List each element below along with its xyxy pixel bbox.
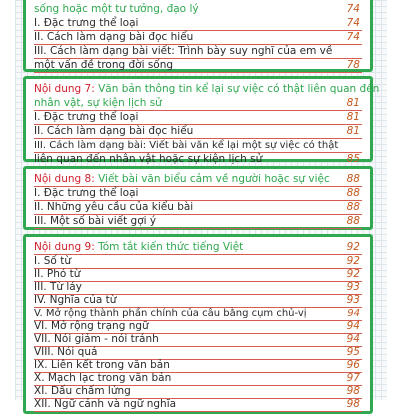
toc-item: II. Những yêu cầu của kiểu bài 88 <box>34 201 360 213</box>
toc-item: II. Cách làm dạng bài đọc hiểu 81 <box>34 125 360 137</box>
section-heading: Nội dung 8: Viết bài văn biểu cảm về người hoặc sự việc 88 <box>34 173 360 185</box>
toc-item: II. Phó từ 92 <box>34 268 360 280</box>
toc-item: I. Đặc trưng thể loại 74 <box>34 17 360 29</box>
toc-item: VIII. Nói quá 95 <box>34 346 360 358</box>
toc-box-section-6 <box>23 0 373 72</box>
toc-item: III. Từ láy 93 <box>34 281 360 293</box>
toc-item: XI. Dấu chấm lửng 98 <box>34 385 360 397</box>
toc-item: IV. Nghĩa của từ 93 <box>34 294 360 306</box>
section-label: Nội dung 8: <box>34 173 95 185</box>
toc-item: I. Số từ 92 <box>34 255 360 267</box>
toc-box-section-8 <box>23 166 373 230</box>
toc-item: một vấn đề trong đời sống 78 <box>34 59 360 71</box>
toc-item: III. Cách làm dạng bài viết: Trình bày suy nghĩ của em về <box>34 45 362 59</box>
toc-page <box>15 0 387 410</box>
toc-item: liên quan đến nhân vật hoặc sự kiện lịch sử 85 <box>34 153 360 165</box>
section-label: Nội dung 9: <box>34 241 95 253</box>
section-heading-cont: nhân vật, sự kiện lịch sử 81 <box>34 97 360 109</box>
toc-box-section-9 <box>23 234 373 414</box>
section-title: Viết bài văn biểu cảm về người hoặc sự việc <box>98 173 330 185</box>
toc-item: X. Mạch lạc trong văn bản 97 <box>34 372 360 384</box>
toc-item: VII. Nói giảm - nói tránh 94 <box>34 333 360 345</box>
toc-box-section-7 <box>23 76 380 165</box>
toc-item: III. Một số bài viết gợi ý 88 <box>34 215 360 227</box>
section-label: Nội dung 7: <box>34 83 95 95</box>
toc-item: III. Cách làm dạng bài: Viết bài văn kể lại một sự việc có thật <box>34 139 362 153</box>
toc-item: IX. Liên kết trong văn bản 96 <box>34 359 360 371</box>
toc-item: V. Mở rộng thành phần chính của câu bằng cụm chủ-vị 94 <box>34 308 360 319</box>
toc-item: VI. Mở rộng trạng ngữ 94 <box>34 320 360 332</box>
toc-item: I. Đặc trưng thể loại 88 <box>34 187 360 199</box>
toc-continuation-line: sống hoặc một tư tưởng, đạo lý 74 <box>34 3 360 15</box>
toc-item: I. Đặc trưng thể loại 81 <box>34 111 360 123</box>
section-title: Văn bản thông tin kể lại sự việc có thật liên quan đến <box>98 83 380 95</box>
section-heading <box>34 83 380 96</box>
section-heading: Nội dung 9: Tóm tắt kiến thức tiếng Việt 92 <box>34 241 360 253</box>
section-title: Tóm tắt kiến thức tiếng Việt <box>98 241 244 253</box>
toc-item: XII. Ngữ cảnh và ngữ nghĩa 98 <box>34 398 360 410</box>
toc-item: II. Cách làm dạng bài đọc hiểu 74 <box>34 31 360 43</box>
